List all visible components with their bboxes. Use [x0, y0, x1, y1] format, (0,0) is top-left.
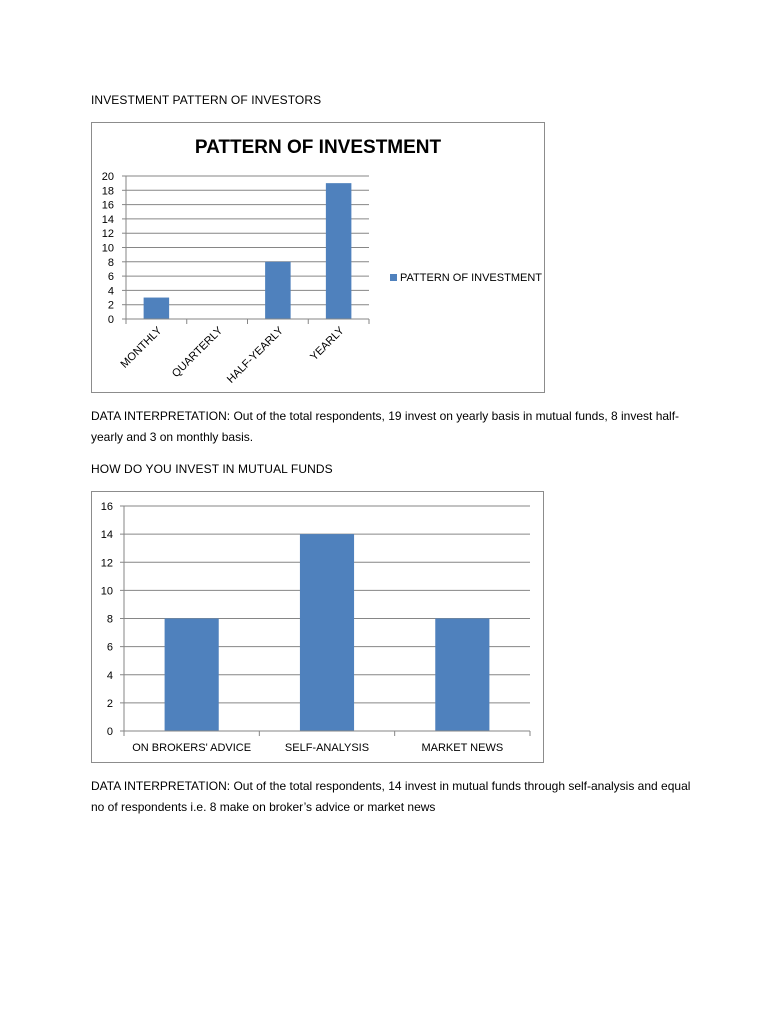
- y-tick-label: 8: [107, 256, 114, 269]
- y-tick-label: 8: [106, 613, 113, 626]
- y-tick-label: 10: [101, 242, 114, 255]
- y-tick-label: 0: [106, 726, 113, 738]
- section2-interpretation: DATA INTERPRETATION: Out of the total respondents, 14 invest in mutual funds through self-analysis and equal no of respondents i.e. 8 make on broker’s advice or market news: [91, 779, 691, 814]
- section2-heading: HOW DO YOU INVEST IN MUTUAL FUNDS: [91, 462, 333, 476]
- section1-interpretation: DATA INTERPRETATION: Out of the total respondents, 19 invest on yearly basis in mutual funds, 8 invest half-yearly and 3 on monthly basis.: [91, 409, 680, 444]
- y-tick-label: 12: [100, 557, 113, 570]
- y-tick-label: 0: [107, 314, 114, 326]
- pattern-of-investment-chart: [91, 122, 545, 393]
- y-tick-label: 20: [101, 171, 114, 183]
- chart1-svg: [92, 123, 544, 392]
- bar: [435, 619, 489, 732]
- y-tick-label: 14: [100, 529, 113, 542]
- y-tick-label: 2: [106, 697, 113, 710]
- bar: [300, 534, 354, 731]
- x-category-label: MARKET NEWS: [421, 742, 504, 754]
- chart-title: PATTERN OF INVESTMENT: [194, 137, 442, 158]
- section1-heading: INVESTMENT PATTERN OF INVESTORS: [91, 93, 322, 107]
- y-tick-label: 6: [107, 271, 114, 284]
- y-tick-label: 10: [100, 585, 113, 598]
- x-category-label: YEARLY: [308, 324, 347, 364]
- x-category-label: QUARTERLY: [169, 324, 226, 380]
- y-tick-label: 12: [101, 228, 114, 241]
- chart2-svg: [92, 492, 543, 762]
- y-tick-label: 14: [101, 213, 114, 226]
- y-tick-label: 6: [106, 641, 113, 654]
- x-category-label: ON BROKERS' ADVICE: [132, 742, 252, 754]
- legend-label: PATTERN OF INVESTMENT: [400, 272, 542, 284]
- x-category-label: MONTHLY: [118, 324, 165, 371]
- how-invest-chart: [91, 491, 544, 763]
- bar: [165, 619, 219, 732]
- bar: [144, 298, 170, 319]
- y-tick-label: 16: [101, 199, 114, 212]
- y-tick-label: 4: [106, 669, 113, 682]
- y-tick-label: 4: [107, 285, 114, 298]
- x-category-label: HALF-YEARLY: [224, 324, 286, 386]
- bar: [265, 262, 291, 319]
- x-category-label: SELF-ANALYSIS: [284, 742, 370, 754]
- legend-swatch: [390, 274, 397, 281]
- y-tick-label: 18: [101, 185, 114, 198]
- bar: [326, 183, 352, 319]
- y-tick-label: 2: [107, 299, 114, 312]
- y-tick-label: 16: [100, 501, 113, 513]
